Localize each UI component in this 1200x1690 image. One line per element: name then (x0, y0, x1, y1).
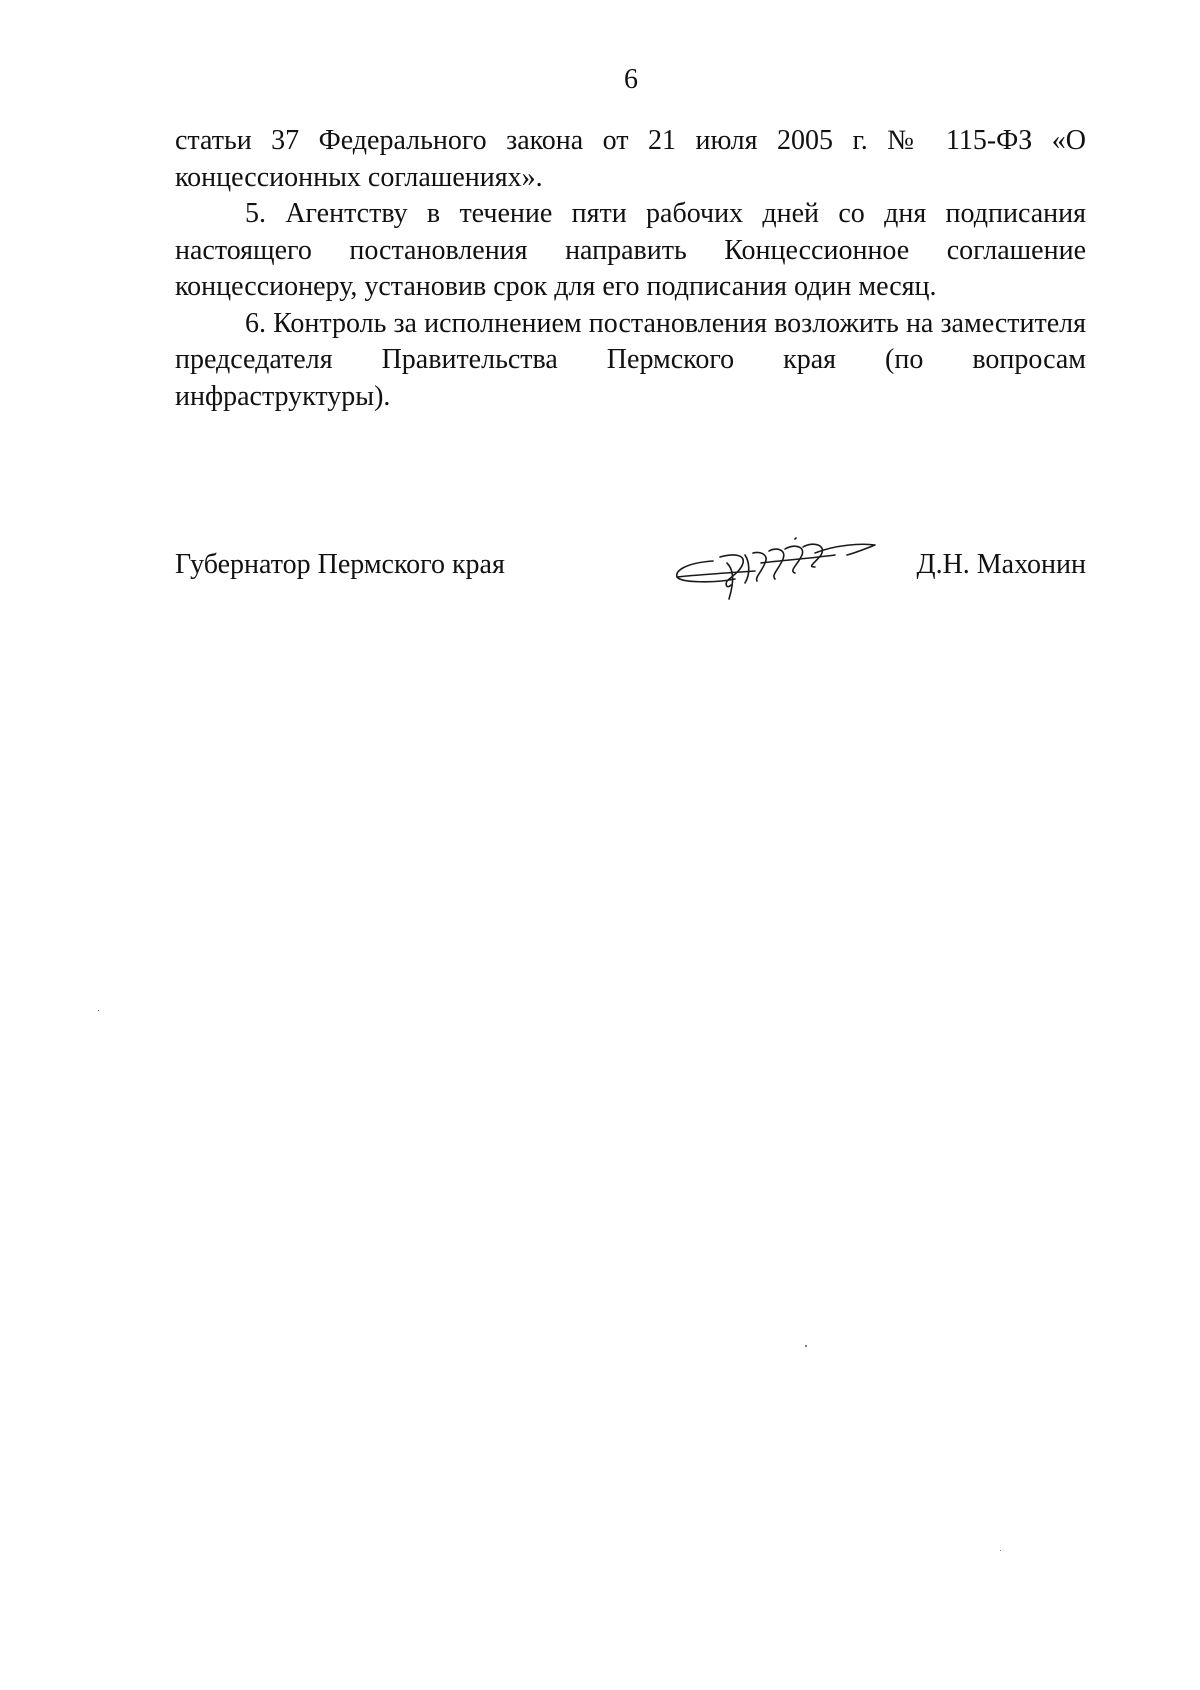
scan-speck (1000, 1550, 1001, 1551)
handwritten-signature (665, 533, 885, 603)
scan-speck (805, 1345, 807, 1347)
paragraph-item-5: 5. Агентству в течение пяти рабочих дней со дня подписания настоящего постановления направить Концессионное соглашение концессионеру, установив срок для его подписания один месяц. (175, 198, 1086, 302)
page-number: 6 (624, 64, 638, 95)
signature-block (175, 545, 1086, 605)
scan-speck (98, 1010, 99, 1011)
paragraph-continuation: статьи 37 Федерального закона от 21 июля 2005 г. № 115-ФЗ «О концессионных соглашениях». (175, 125, 1086, 193)
signer-title: Губернатор Пермского края (175, 549, 505, 580)
document-body (175, 123, 1086, 415)
paragraph-item-6: 6. Контроль за исполнением постановления возложить на заместителя председателя Правительства Пермского края (по вопросам инфраструктуры). (175, 307, 1086, 412)
signer-name: Д.Н. Махонин (916, 549, 1086, 580)
